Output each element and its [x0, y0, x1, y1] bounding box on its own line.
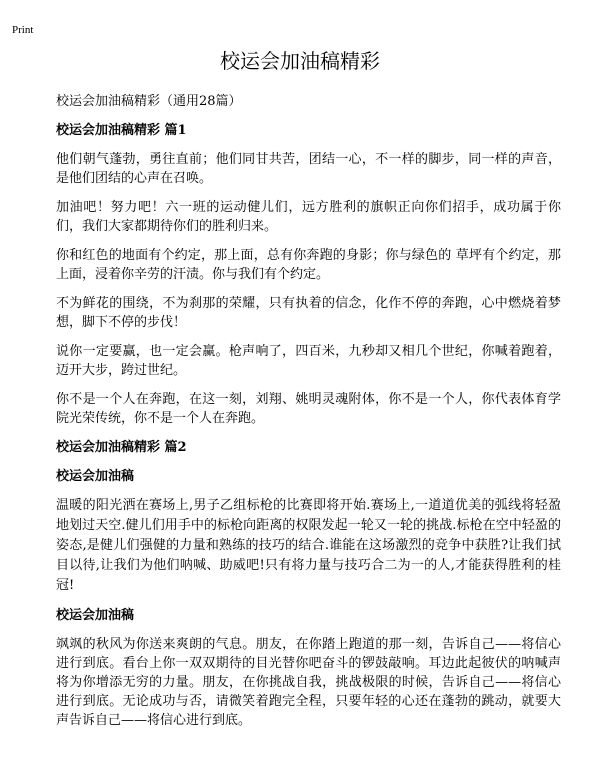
paragraph: 你和红色的地面有个约定，那上面，总有你奔跑的身影；你与绿色的 草坪有个约定，那上面，浸着你辛劳的汗渍。你与我们有个约定。 [56, 248, 561, 282]
paragraph: 你不是一个人在奔跑，在这一刻，刘翔、姚明灵魂附体，你不是一个人，你代表体育学院光荣传统，你不是一个人在奔跑。 [56, 392, 561, 426]
paragraph: 不为鲜花的围绕，不为刹那的荣耀，只有执着的信念，化作不停的奔跑，心中燃烧着梦想，脚下不停的步伐！ [56, 296, 561, 330]
paragraph: 他们朝气蓬勃，勇往直前；他们同甘共苦，团结一心，不一样的脚步，同一样的声音，是他们团结的心声在召唤。 [56, 152, 561, 186]
paragraph: 飒飒的秋风为你送来爽朗的气息。朋友，在你踏上跑道的那一刻，告诉自己——将信心进行到底。看台上你一双双期待的目光替你吧奋斗的锣鼓敲响。耳边此起彼伏的呐喊声将为你增添无穷的力量。朋友，在你挑战自我，挑战极限的时候，告诉自己——将信心进行到底。无论成功与否，请微笑着跑完全程，只要年轻的心还在蓬勃的跳动，就要大声告诉自己——将信心进行到底。 [56, 637, 561, 728]
subheading: 校运会加油稿 [56, 608, 135, 623]
article-body [56, 92, 561, 740]
section-heading-1: 校运会加油稿精彩 篇1 [56, 123, 187, 138]
paragraph: 说你一定要赢，也一定会赢。枪声响了，四百米，九秒却又相几个世纪，你喊着跑着，迈开大步，跨过世纪。 [56, 344, 561, 378]
article-subtitle: 校运会加油稿精彩（通用28篇） [56, 94, 242, 109]
subheading: 校运会加油稿 [56, 469, 135, 484]
print-link[interactable]: Print [12, 24, 34, 36]
section-heading-2: 校运会加油稿精彩 篇2 [56, 440, 187, 455]
page-title: 校运会加油稿精彩 [220, 49, 380, 73]
paragraph: 温暖的阳光洒在赛场上,男子乙组标枪的比赛即将开始.赛场上,一道道优美的弧线将轻盈地划过天空.健儿们用手中的标枪向距离的权限发起一轮又一轮的挑战.标枪在空中轻盈的姿态,是健儿们强健的力量和熟练的技巧的结合.谁能在这场激烈的竞争中获胜?让我们拭目以待,让我们为他们呐喊、助威吧!只有将力量与技巧合二为一的人,才能获得胜利的桂冠! [56, 498, 561, 593]
paragraph: 加油吧！努力吧！六一班的运动健儿们，远方胜利的旗帜正向你们招手，成功属于你们，我们大家都期待你们的胜利归来。 [56, 200, 561, 234]
